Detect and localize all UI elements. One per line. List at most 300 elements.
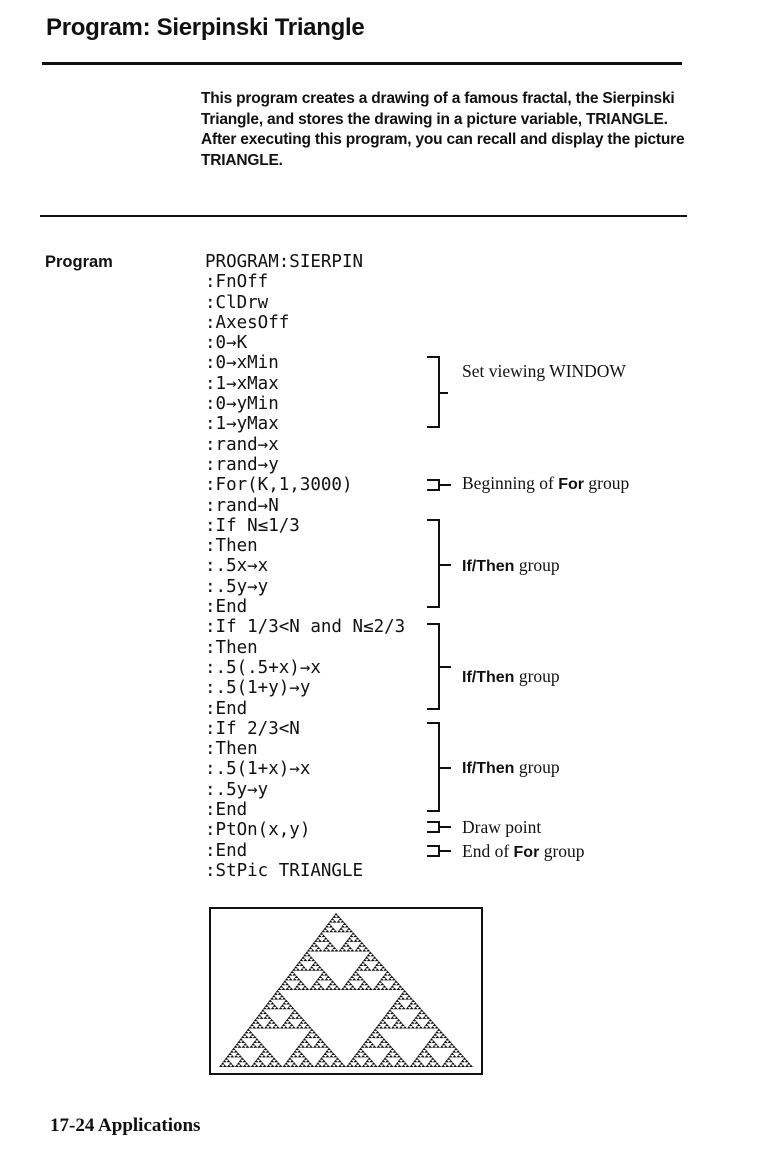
triangle-cell [366, 1065, 370, 1067]
triangle-cell [417, 1060, 421, 1062]
triangle-cell [415, 1026, 419, 1028]
triangle-cell [326, 939, 330, 941]
triangle-cell [336, 1057, 340, 1059]
bracket-ifthen-3 [427, 723, 451, 811]
triangle-cell [371, 959, 375, 961]
side-label: Program [45, 253, 113, 271]
triangle-cell [325, 1050, 329, 1052]
triangle-cell [297, 983, 301, 985]
triangle-cell [263, 1065, 267, 1067]
bracket-ifthen-2 [427, 624, 451, 709]
bracket-for [427, 480, 451, 490]
triangle-cell [325, 1045, 329, 1047]
code-line: :End [205, 597, 248, 618]
triangle-cell [349, 930, 353, 932]
triangle-cell [379, 1026, 383, 1028]
triangle-cell [272, 1021, 276, 1023]
triangle-cell [325, 930, 329, 932]
triangle-cell [253, 1041, 257, 1043]
triangle-cell [308, 1026, 312, 1028]
triangle-cell [330, 1055, 334, 1057]
triangle-cell [362, 949, 366, 951]
triangle-cell [450, 1053, 454, 1055]
code-line: :rand→N [205, 495, 279, 516]
triangle-cell [382, 1065, 386, 1067]
triangle-cell [465, 1060, 469, 1062]
triangle-cell [243, 1065, 247, 1067]
triangle-cell [401, 997, 405, 999]
triangle-cell [417, 1065, 421, 1067]
bracket-end [427, 846, 451, 856]
triangle-cell [333, 920, 337, 922]
triangle-cell [305, 988, 309, 990]
triangle-cell [238, 1045, 242, 1047]
triangle-cell [397, 997, 401, 999]
triangle-cell [305, 1045, 309, 1047]
triangle-cell [323, 1043, 327, 1045]
triangle-cell [365, 988, 369, 990]
triangle-cell [261, 1062, 265, 1064]
triangle-cell [348, 978, 352, 980]
triangle-cell [427, 1021, 431, 1023]
triangle-cell [436, 1045, 440, 1047]
intro-paragraph: This program creates a drawing of a famous fractal, the Sierpinski Triangle, and stores the drawing in a picture variable, TRIANGLE. After executing this program, you can recall and display the picture TRIANGLE. [201, 90, 685, 169]
triangle-cell [447, 1057, 451, 1059]
triangle-cell [363, 964, 367, 966]
triangle-cell [425, 1024, 429, 1026]
triangle-cell [280, 1026, 284, 1028]
triangle-cell [383, 1021, 387, 1023]
triangle-cell [378, 1033, 382, 1035]
triangle-cell [331, 1053, 335, 1055]
triangle-cell [303, 1038, 307, 1040]
triangle-cell [402, 1065, 406, 1067]
triangle-cell [323, 927, 327, 929]
triangle-cell [398, 1065, 402, 1067]
triangle-cell [287, 1007, 291, 1009]
triangle-cell [352, 973, 356, 975]
triangle-cell [377, 1045, 381, 1047]
triangle-cell [433, 1060, 437, 1062]
triangle-cell [327, 949, 331, 951]
triangle-cell [416, 1004, 420, 1006]
triangle-cell [431, 1057, 435, 1059]
triangle-cell [293, 978, 297, 980]
triangle-cell [358, 939, 362, 941]
triangle-cell [262, 1050, 266, 1052]
triangle-cell [357, 1050, 361, 1052]
triangle-cell [322, 939, 326, 941]
triangle-cell [333, 988, 337, 990]
triangle-cell [254, 1060, 258, 1062]
triangle-cell [418, 1012, 422, 1014]
triangle-cell [375, 959, 379, 961]
triangle-cell [346, 944, 350, 946]
triangle-cell [301, 956, 305, 958]
triangle-cell [264, 1026, 268, 1028]
triangle-cell [283, 1007, 287, 1009]
triangle-cell [256, 1026, 260, 1028]
triangle-cell [354, 939, 358, 941]
triangle-cell [392, 1014, 396, 1016]
triangle-cell [396, 983, 400, 985]
triangle-cell [258, 1060, 262, 1062]
triangle-cell [413, 1065, 417, 1067]
triangle-cell [433, 1024, 437, 1026]
triangle-cell [324, 937, 328, 939]
triangle-cell [410, 1007, 414, 1009]
triangle-cell [366, 949, 370, 951]
triangle-cell [230, 1050, 234, 1052]
triangle-cell [431, 1021, 435, 1023]
triangle-cell [357, 966, 361, 968]
triangle-cell [325, 978, 329, 980]
triangle-cell [429, 1060, 433, 1062]
triangle-cell [251, 1065, 255, 1067]
annotation-ifthen-3: If/Then group [462, 757, 560, 777]
triangle-cell [292, 1026, 296, 1028]
triangle-cell [317, 988, 321, 990]
triangle-cell [286, 1060, 290, 1062]
triangle-cell [415, 1021, 419, 1023]
triangle-cell [283, 980, 287, 982]
triangle-cell [386, 971, 390, 973]
triangle-cell [311, 949, 315, 951]
triangle-cell [275, 1065, 279, 1067]
triangle-cell [375, 985, 379, 987]
triangle-cell [234, 1045, 238, 1047]
triangle-cell [243, 1033, 247, 1035]
triangle-cell [302, 1055, 306, 1057]
triangle-cell [285, 1019, 289, 1021]
triangle-cell [444, 1045, 448, 1047]
triangle-cell [360, 968, 364, 970]
sierpinski-screen [209, 907, 483, 1075]
triangle-cell [316, 964, 320, 966]
triangle-cell [295, 976, 299, 978]
triangle-cell [386, 1065, 390, 1067]
triangle-cell [349, 935, 353, 937]
triangle-cell [287, 985, 291, 987]
triangle-cell [278, 988, 282, 990]
triangle-cell [373, 1045, 377, 1047]
triangle-cell [221, 1062, 225, 1064]
triangle-cell [416, 1014, 420, 1016]
triangle-cell [267, 1065, 271, 1067]
triangle-cell [363, 1053, 367, 1055]
triangle-cell [387, 1016, 391, 1018]
triangle-cell [368, 1041, 372, 1043]
triangle-cell [397, 1019, 401, 1021]
annotation-ifthen-2: If/Then group [462, 666, 560, 686]
triangle-cell [226, 1055, 230, 1057]
triangle-cell [241, 1036, 245, 1038]
triangle-cell [343, 923, 347, 925]
triangle-cell [298, 1055, 302, 1057]
triangle-cell [314, 1033, 318, 1035]
triangle-cell [418, 1016, 422, 1018]
triangle-cell [292, 968, 296, 970]
triangle-cell [339, 949, 343, 951]
triangle-cell [395, 1000, 399, 1002]
triangle-cell [354, 949, 358, 951]
triangle-cell [301, 1045, 305, 1047]
triangle-cell [321, 978, 325, 980]
triangle-cell [271, 1065, 275, 1067]
triangle-cell [320, 968, 324, 970]
triangle-cell [331, 927, 335, 929]
triangle-cell [307, 949, 311, 951]
triangle-cell [362, 944, 366, 946]
triangle-cell [294, 1055, 298, 1057]
triangle-cell [444, 1041, 448, 1043]
annotation-draw: Draw point [462, 817, 542, 837]
triangle-cell [325, 925, 329, 927]
triangle-cell [461, 1060, 465, 1062]
triangle-cell [329, 925, 333, 927]
triangle-cell [349, 988, 353, 990]
triangle-cell [276, 990, 280, 992]
triangle-cell [296, 968, 300, 970]
triangle-cell [346, 939, 350, 941]
triangle-cell [369, 988, 373, 990]
triangle-cell [349, 983, 353, 985]
triangle-cell [390, 1065, 394, 1067]
triangle-cell [390, 985, 394, 987]
triangle-cell [238, 1055, 242, 1057]
triangle-cell [268, 1000, 272, 1002]
triangle-cell [397, 1055, 401, 1057]
triangle-cell [339, 927, 343, 929]
triangle-cell [361, 1045, 365, 1047]
triangle-cell [366, 1060, 370, 1062]
triangle-cell [274, 1024, 278, 1026]
triangle-cell [346, 980, 350, 982]
triangle-cell [398, 1002, 402, 1004]
triangle-cell [359, 1048, 363, 1050]
triangle-cell [350, 949, 354, 951]
triangle-cell [332, 1062, 336, 1064]
triangle-cell [378, 980, 382, 982]
triangle-cell [261, 1009, 265, 1011]
triangle-cell [315, 949, 319, 951]
triangle-cell [347, 927, 351, 929]
triangle-cell [318, 966, 322, 968]
triangle-cell [309, 947, 313, 949]
triangle-cell [334, 1065, 338, 1067]
triangle-cell [388, 1062, 392, 1064]
triangle-cell [298, 1065, 302, 1067]
triangle-cell [340, 947, 344, 949]
triangle-cell [317, 983, 321, 985]
triangle-cell [414, 1016, 418, 1018]
triangle-cell [260, 1016, 264, 1018]
triangle-cell [355, 1053, 359, 1055]
triangle-cell [243, 1060, 247, 1062]
triangle-cell [373, 1029, 377, 1031]
triangle-cell [378, 1043, 382, 1045]
triangle-cell [354, 1065, 358, 1067]
triangle-cell [316, 937, 320, 939]
triangle-cell [304, 1026, 308, 1028]
triangle-cell [381, 988, 385, 990]
annotation-for: Beginning of For group [462, 473, 630, 493]
triangle-cell [420, 1009, 424, 1011]
triangle-cell [336, 915, 340, 917]
triangle-cell [373, 966, 377, 968]
triangle-cell [297, 1045, 301, 1047]
triangle-cell [442, 1043, 446, 1045]
triangle-cell [394, 1065, 398, 1067]
triangle-cell [229, 1062, 233, 1064]
triangle-cell [316, 1036, 320, 1038]
triangle-cell [451, 1062, 455, 1064]
triangle-cell [312, 968, 316, 970]
triangle-cell [394, 980, 398, 982]
triangle-cell [390, 1007, 394, 1009]
code-line: :.5(1+x)→x [205, 759, 311, 780]
triangle-cell [361, 1055, 365, 1057]
triangle-cell [356, 973, 360, 975]
triangle-cell [341, 930, 345, 932]
triangle-cell [424, 1045, 428, 1047]
code-line: :.5x→x [205, 556, 269, 577]
triangle-cell [343, 985, 347, 987]
triangle-cell [441, 1033, 445, 1035]
triangle-cell [288, 1021, 292, 1023]
code-line: :.5(1+y)→y [205, 678, 311, 699]
triangle-cell [271, 1002, 275, 1004]
triangle-cell [284, 1000, 288, 1002]
triangle-cell [325, 988, 329, 990]
triangle-cell [406, 1007, 410, 1009]
code-line: :.5y→y [205, 779, 269, 800]
triangle-cell [326, 1065, 330, 1067]
triangle-cell [319, 949, 323, 951]
triangle-cell [435, 1031, 439, 1033]
triangle-cell [421, 1065, 425, 1067]
triangle-cell [239, 1065, 243, 1067]
triangle-cell [428, 1019, 432, 1021]
triangle-cell [381, 966, 385, 968]
triangle-cell [329, 1050, 333, 1052]
triangle-cell [380, 1045, 384, 1047]
triangle-cell [378, 1065, 382, 1067]
triangle-cell [403, 1026, 407, 1028]
triangle-cell [249, 1031, 253, 1033]
triangle-cell [365, 1055, 369, 1057]
triangle-cell [356, 968, 360, 970]
triangle-cell [337, 920, 341, 922]
triangle-cell [319, 985, 323, 987]
triangle-cell [322, 935, 326, 937]
triangle-cell [360, 942, 364, 944]
triangle-cell [374, 1065, 378, 1067]
triangle-cell [315, 980, 319, 982]
triangle-cell [256, 1057, 260, 1059]
triangle-cell [424, 1014, 428, 1016]
triangle-cell [383, 1026, 387, 1028]
triangle-cell [375, 968, 379, 970]
triangle-cell [371, 954, 375, 956]
triangle-cell [304, 1021, 308, 1023]
triangle-cell [432, 1041, 436, 1043]
triangle-cell [266, 1055, 270, 1057]
triangle-cell [394, 1002, 398, 1004]
code-line: :1→xMax [205, 373, 279, 394]
triangle-cell [345, 930, 349, 932]
triangle-cell [310, 1065, 314, 1067]
triangle-cell [299, 980, 303, 982]
triangle-cell [388, 978, 392, 980]
triangle-cell [281, 1004, 285, 1006]
triangle-cell [302, 1060, 306, 1062]
triangle-cell [387, 1026, 391, 1028]
triangle-cell [267, 1007, 271, 1009]
triangle-cell [322, 1055, 326, 1057]
triangle-cell [348, 937, 352, 939]
triangle-cell [303, 954, 307, 956]
triangle-cell [332, 947, 336, 949]
triangle-cell [265, 1004, 269, 1006]
triangle-cell [402, 1007, 406, 1009]
triangle-cell [294, 1065, 298, 1067]
triangle-cell [379, 968, 383, 970]
triangle-cell [326, 944, 330, 946]
triangle-cell [281, 988, 285, 990]
triangle-cell [263, 1007, 267, 1009]
triangle-cell [389, 988, 393, 990]
triangle-cell [463, 1057, 467, 1059]
triangle-cell [388, 973, 392, 975]
triangle-cell [332, 915, 336, 917]
triangle-cell [341, 920, 345, 922]
triangle-cell [365, 1045, 369, 1047]
triangle-cell [289, 978, 293, 980]
triangle-cell [380, 978, 384, 980]
triangle-cell [293, 1050, 297, 1052]
triangle-cell [421, 1055, 425, 1057]
triangle-cell [356, 978, 360, 980]
triangle-cell [318, 1038, 322, 1040]
triangle-cell [453, 1055, 457, 1057]
triangle-cell [245, 1036, 249, 1038]
triangle-cell [282, 997, 286, 999]
triangle-cell [292, 1062, 296, 1064]
triangle-cell [313, 983, 317, 985]
triangle-cell [360, 978, 364, 980]
triangle-cell [253, 1045, 257, 1047]
triangle-cell [260, 1026, 264, 1028]
triangle-cell [313, 961, 317, 963]
triangle-cell [286, 1002, 290, 1004]
triangle-cell [334, 913, 338, 915]
triangle-cell [432, 1045, 436, 1047]
triangle-cell [401, 992, 405, 994]
triangle-cell [334, 1060, 338, 1062]
triangle-cell [268, 1053, 272, 1055]
code-line: :If N≤1/3 [205, 515, 300, 536]
triangle-cell [367, 985, 371, 987]
triangle-cell [389, 1050, 393, 1052]
triangle-cell [372, 1062, 376, 1064]
triangle-cell [304, 1036, 308, 1038]
triangle-cell [428, 1045, 432, 1047]
triangle-cell [364, 968, 368, 970]
triangle-cell [388, 1009, 392, 1011]
triangle-cell [257, 1045, 261, 1047]
triangle-cell [352, 978, 356, 980]
